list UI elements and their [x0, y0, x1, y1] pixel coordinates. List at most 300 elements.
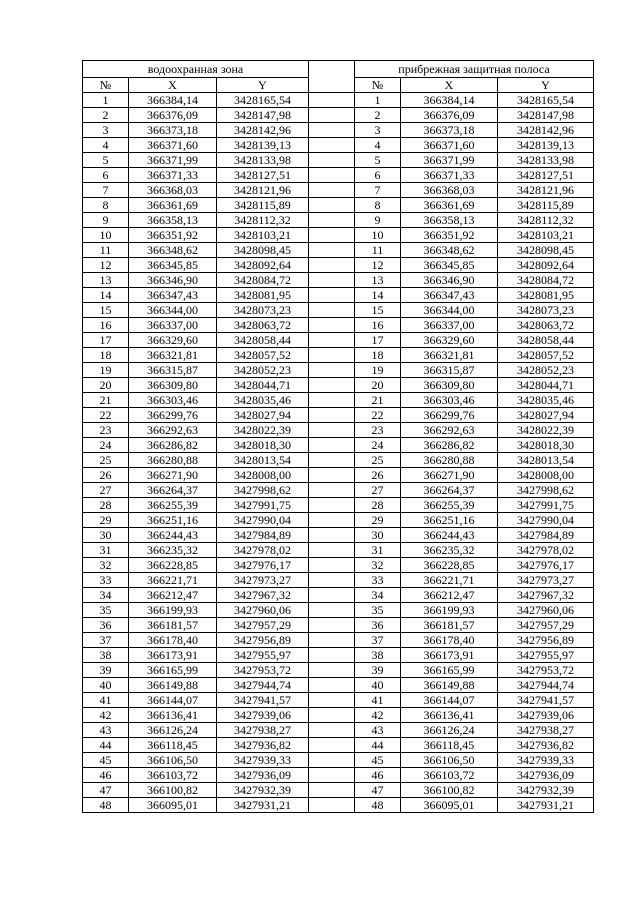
left-point-number: 19	[83, 363, 129, 378]
left-coord-y: 3427941,57	[217, 693, 309, 708]
column-gap	[309, 753, 355, 768]
left-coord-x: 366199,93	[129, 603, 217, 618]
right-point-number: 36	[355, 618, 401, 633]
table-row	[83, 798, 594, 813]
right-coord-y: 3427939,33	[498, 753, 594, 768]
right-coord-y: 3427991,75	[498, 498, 594, 513]
right-point-number: 14	[355, 288, 401, 303]
left-point-number: 44	[83, 738, 129, 753]
right-coord-x: 366348,62	[401, 243, 498, 258]
table-row	[83, 228, 594, 243]
left-coord-x: 366299,76	[129, 408, 217, 423]
left-coord-y: 3428044,71	[217, 378, 309, 393]
right-coord-x: 366136,41	[401, 708, 498, 723]
right-point-number: 32	[355, 558, 401, 573]
left-coord-x: 366235,32	[129, 543, 217, 558]
left-coord-x: 366118,45	[129, 738, 217, 753]
table-row	[83, 243, 594, 258]
right-coord-y: 3427936,09	[498, 768, 594, 783]
table-row	[83, 783, 594, 798]
left-point-number: 17	[83, 333, 129, 348]
table-row	[83, 168, 594, 183]
left-coord-y: 3427939,06	[217, 708, 309, 723]
left-point-number: 37	[83, 633, 129, 648]
right-coord-y: 3427938,27	[498, 723, 594, 738]
left-coord-x: 366173,91	[129, 648, 217, 663]
right-point-number: 6	[355, 168, 401, 183]
column-gap	[309, 663, 355, 678]
right-coord-x: 366280,88	[401, 453, 498, 468]
table-row	[83, 723, 594, 738]
left-coord-x: 366103,72	[129, 768, 217, 783]
left-point-number: 16	[83, 318, 129, 333]
right-coord-y: 3428013,54	[498, 453, 594, 468]
left-point-number: 22	[83, 408, 129, 423]
table-row	[83, 633, 594, 648]
right-table-title: прибрежная защитная полоса	[355, 61, 594, 78]
column-gap	[309, 648, 355, 663]
column-gap	[309, 333, 355, 348]
left-coord-x: 366271,90	[129, 468, 217, 483]
left-coord-y: 3428073,23	[217, 303, 309, 318]
left-coord-x: 366144,07	[129, 693, 217, 708]
right-coord-x: 366315,87	[401, 363, 498, 378]
left-coord-x: 366251,16	[129, 513, 217, 528]
right-coord-x: 366303,46	[401, 393, 498, 408]
column-gap	[309, 393, 355, 408]
left-coord-y: 3427960,06	[217, 603, 309, 618]
column-gap	[309, 693, 355, 708]
left-coord-y: 3427973,27	[217, 573, 309, 588]
right-coord-x: 366344,00	[401, 303, 498, 318]
right-point-number: 26	[355, 468, 401, 483]
column-gap	[309, 678, 355, 693]
table-row	[83, 528, 594, 543]
right-coord-x: 366165,99	[401, 663, 498, 678]
column-gap	[309, 378, 355, 393]
right-coord-x: 366228,85	[401, 558, 498, 573]
table-row	[83, 483, 594, 498]
right-coord-y: 3428121,96	[498, 183, 594, 198]
column-gap	[309, 108, 355, 123]
left-coord-x: 366255,39	[129, 498, 217, 513]
left-point-number: 48	[83, 798, 129, 813]
left-coord-x: 366348,62	[129, 243, 217, 258]
column-gap	[309, 258, 355, 273]
column-gap	[309, 123, 355, 138]
table-row	[83, 348, 594, 363]
left-point-number: 34	[83, 588, 129, 603]
left-coord-y: 3427939,33	[217, 753, 309, 768]
left-coord-x: 366228,85	[129, 558, 217, 573]
left-coord-x: 366264,37	[129, 483, 217, 498]
left-coord-y: 3427932,39	[217, 783, 309, 798]
left-coord-y: 3427936,82	[217, 738, 309, 753]
left-coord-y: 3427998,62	[217, 483, 309, 498]
right-coord-y: 3427967,32	[498, 588, 594, 603]
table-row	[83, 408, 594, 423]
right-point-number: 28	[355, 498, 401, 513]
right-coord-y: 3428084,72	[498, 273, 594, 288]
left-coord-x: 366368,03	[129, 183, 217, 198]
table-row	[83, 198, 594, 213]
table-row	[83, 138, 594, 153]
column-gap	[309, 228, 355, 243]
column-gap	[309, 93, 355, 108]
left-coord-x: 366181,57	[129, 618, 217, 633]
right-coord-y: 3428098,45	[498, 243, 594, 258]
left-coord-y: 3427944,74	[217, 678, 309, 693]
right-coord-x: 366358,13	[401, 213, 498, 228]
left-coord-y: 3428018,30	[217, 438, 309, 453]
right-coord-y: 3428063,72	[498, 318, 594, 333]
left-point-number: 5	[83, 153, 129, 168]
table-row	[83, 423, 594, 438]
left-coord-y: 3427984,89	[217, 528, 309, 543]
left-point-number: 10	[83, 228, 129, 243]
column-gap	[309, 483, 355, 498]
left-point-number: 26	[83, 468, 129, 483]
right-point-number: 39	[355, 663, 401, 678]
left-coord-x: 366321,81	[129, 348, 217, 363]
column-gap	[309, 243, 355, 258]
column-gap	[309, 768, 355, 783]
right-coord-y: 3428044,71	[498, 378, 594, 393]
right-coord-y: 3428092,64	[498, 258, 594, 273]
right-coord-y: 3428139,13	[498, 138, 594, 153]
left-point-number: 27	[83, 483, 129, 498]
table-row	[83, 123, 594, 138]
left-coord-x: 366280,88	[129, 453, 217, 468]
right-point-number: 11	[355, 243, 401, 258]
right-coord-x: 366255,39	[401, 498, 498, 513]
left-coord-y: 3428092,64	[217, 258, 309, 273]
left-point-number: 40	[83, 678, 129, 693]
left-coord-x: 366384,14	[129, 93, 217, 108]
right-coord-x: 366251,16	[401, 513, 498, 528]
table-row	[83, 183, 594, 198]
right-point-number: 22	[355, 408, 401, 423]
right-coord-x: 366361,69	[401, 198, 498, 213]
right-coord-x: 366345,85	[401, 258, 498, 273]
left-coord-x: 366178,40	[129, 633, 217, 648]
left-coord-y: 3428112,32	[217, 213, 309, 228]
left-point-number: 47	[83, 783, 129, 798]
left-coord-y: 3428115,89	[217, 198, 309, 213]
left-point-number: 12	[83, 258, 129, 273]
right-coord-y: 3428112,32	[498, 213, 594, 228]
right-point-number: 34	[355, 588, 401, 603]
right-point-number: 25	[355, 453, 401, 468]
right-coord-x: 366371,99	[401, 153, 498, 168]
column-gap	[309, 198, 355, 213]
column-gap	[309, 708, 355, 723]
right-coord-y: 3428127,51	[498, 168, 594, 183]
left-point-number: 18	[83, 348, 129, 363]
table-row	[83, 693, 594, 708]
column-gap	[309, 303, 355, 318]
right-coord-x: 366149,88	[401, 678, 498, 693]
right-coord-y: 3428081,95	[498, 288, 594, 303]
left-coord-x: 366371,33	[129, 168, 217, 183]
table-row	[83, 453, 594, 468]
right-coord-y: 3427944,74	[498, 678, 594, 693]
table-row	[83, 573, 594, 588]
right-point-number: 30	[355, 528, 401, 543]
right-point-number: 13	[355, 273, 401, 288]
left-coord-y: 3428035,46	[217, 393, 309, 408]
left-coord-y: 3428165,54	[217, 93, 309, 108]
column-gap	[309, 798, 355, 813]
left-coord-y: 3428139,13	[217, 138, 309, 153]
right-coord-x: 366118,45	[401, 738, 498, 753]
right-coord-y: 3427941,57	[498, 693, 594, 708]
right-point-number: 4	[355, 138, 401, 153]
right-point-number: 10	[355, 228, 401, 243]
left-coord-x: 366315,87	[129, 363, 217, 378]
column-gap	[309, 513, 355, 528]
left-coord-y: 3428022,39	[217, 423, 309, 438]
left-coord-x: 366376,09	[129, 108, 217, 123]
right-point-number: 2	[355, 108, 401, 123]
right-point-number: 41	[355, 693, 401, 708]
table-row	[83, 288, 594, 303]
left-point-number: 46	[83, 768, 129, 783]
left-point-number: 31	[83, 543, 129, 558]
left-point-number: 45	[83, 753, 129, 768]
right-point-number: 37	[355, 633, 401, 648]
table-row	[83, 303, 594, 318]
right-coord-x: 366106,50	[401, 753, 498, 768]
right-point-number: 27	[355, 483, 401, 498]
right-coord-y: 3427978,02	[498, 543, 594, 558]
right-coord-y: 3427956,89	[498, 633, 594, 648]
left-coord-x: 366373,18	[129, 123, 217, 138]
right-coord-x: 366321,81	[401, 348, 498, 363]
table-row	[83, 513, 594, 528]
column-gap	[309, 61, 355, 93]
right-coord-x: 366373,18	[401, 123, 498, 138]
left-coord-y: 3428084,72	[217, 273, 309, 288]
right-point-number: 20	[355, 378, 401, 393]
right-header-x: X	[401, 78, 498, 93]
left-coord-y: 3427991,75	[217, 498, 309, 513]
table-row	[83, 108, 594, 123]
table-row	[83, 738, 594, 753]
right-coord-y: 3427939,06	[498, 708, 594, 723]
column-gap	[309, 318, 355, 333]
right-coord-y: 3427998,62	[498, 483, 594, 498]
left-coord-y: 3427957,29	[217, 618, 309, 633]
left-point-number: 30	[83, 528, 129, 543]
column-gap	[309, 468, 355, 483]
left-header-x: X	[129, 78, 217, 93]
table-row	[83, 153, 594, 168]
left-coord-x: 366212,47	[129, 588, 217, 603]
right-point-number: 21	[355, 393, 401, 408]
right-coord-x: 366346,90	[401, 273, 498, 288]
right-coord-x: 366212,47	[401, 588, 498, 603]
column-gap	[309, 273, 355, 288]
right-point-number: 43	[355, 723, 401, 738]
right-coord-y: 3427953,72	[498, 663, 594, 678]
left-coord-x: 366351,92	[129, 228, 217, 243]
column-gap	[309, 543, 355, 558]
left-coord-x: 366221,71	[129, 573, 217, 588]
left-coord-y: 3427938,27	[217, 723, 309, 738]
left-point-number: 21	[83, 393, 129, 408]
left-coord-y: 3428098,45	[217, 243, 309, 258]
column-gap	[309, 558, 355, 573]
right-point-number: 38	[355, 648, 401, 663]
left-point-number: 2	[83, 108, 129, 123]
left-coord-x: 366126,24	[129, 723, 217, 738]
table-row	[83, 588, 594, 603]
right-point-number: 35	[355, 603, 401, 618]
left-coord-x: 366344,00	[129, 303, 217, 318]
left-coord-x: 366244,43	[129, 528, 217, 543]
right-coord-y: 3428008,00	[498, 468, 594, 483]
left-coord-x: 366361,69	[129, 198, 217, 213]
left-coord-y: 3428058,44	[217, 333, 309, 348]
left-point-number: 43	[83, 723, 129, 738]
right-point-number: 40	[355, 678, 401, 693]
right-coord-x: 366384,14	[401, 93, 498, 108]
right-coord-x: 366309,80	[401, 378, 498, 393]
column-gap	[309, 168, 355, 183]
column-gap	[309, 528, 355, 543]
right-point-number: 45	[355, 753, 401, 768]
right-point-number: 31	[355, 543, 401, 558]
column-gap	[309, 588, 355, 603]
right-coord-x: 366221,71	[401, 573, 498, 588]
left-point-number: 35	[83, 603, 129, 618]
right-coord-y: 3427984,89	[498, 528, 594, 543]
left-point-number: 39	[83, 663, 129, 678]
left-coord-x: 366371,99	[129, 153, 217, 168]
left-coord-y: 3428063,72	[217, 318, 309, 333]
right-point-number: 17	[355, 333, 401, 348]
right-coord-x: 366095,01	[401, 798, 498, 813]
right-coord-y: 3428057,52	[498, 348, 594, 363]
left-coord-y: 3427956,89	[217, 633, 309, 648]
table-row	[83, 333, 594, 348]
left-point-number: 23	[83, 423, 129, 438]
right-coord-y: 3428027,94	[498, 408, 594, 423]
left-point-number: 33	[83, 573, 129, 588]
right-point-number: 15	[355, 303, 401, 318]
column-gap	[309, 603, 355, 618]
table-row	[83, 603, 594, 618]
right-coord-x: 366264,37	[401, 483, 498, 498]
left-coord-y: 3428133,98	[217, 153, 309, 168]
column-gap	[309, 183, 355, 198]
right-coord-y: 3428133,98	[498, 153, 594, 168]
column-gap	[309, 723, 355, 738]
right-coord-y: 3428147,98	[498, 108, 594, 123]
right-coord-x: 366173,91	[401, 648, 498, 663]
table-row	[83, 438, 594, 453]
column-gap	[309, 783, 355, 798]
left-coord-x: 366136,41	[129, 708, 217, 723]
table-row	[83, 558, 594, 573]
right-coord-y: 3428115,89	[498, 198, 594, 213]
right-coord-x: 366292,63	[401, 423, 498, 438]
column-gap	[309, 423, 355, 438]
left-coord-x: 366347,43	[129, 288, 217, 303]
left-coord-y: 3427931,21	[217, 798, 309, 813]
table-row	[83, 258, 594, 273]
left-point-number: 13	[83, 273, 129, 288]
column-gap	[309, 288, 355, 303]
right-point-number: 33	[355, 573, 401, 588]
right-coord-y: 3428035,46	[498, 393, 594, 408]
left-table-title: водоохранная зона	[83, 61, 309, 78]
right-coord-x: 366329,60	[401, 333, 498, 348]
right-point-number: 19	[355, 363, 401, 378]
left-coord-y: 3428081,95	[217, 288, 309, 303]
left-coord-x: 366329,60	[129, 333, 217, 348]
left-coord-y: 3428052,23	[217, 363, 309, 378]
table-row	[83, 273, 594, 288]
right-point-number: 12	[355, 258, 401, 273]
right-point-number: 7	[355, 183, 401, 198]
right-coord-x: 366299,76	[401, 408, 498, 423]
left-coord-y: 3428121,96	[217, 183, 309, 198]
left-coord-x: 366149,88	[129, 678, 217, 693]
right-coord-x: 366126,24	[401, 723, 498, 738]
left-coord-x: 366106,50	[129, 753, 217, 768]
left-point-number: 15	[83, 303, 129, 318]
left-coord-x: 366337,00	[129, 318, 217, 333]
column-gap	[309, 213, 355, 228]
column-gap	[309, 348, 355, 363]
right-header-number: №	[355, 78, 401, 93]
table-row	[83, 498, 594, 513]
right-point-number: 48	[355, 798, 401, 813]
right-point-number: 42	[355, 708, 401, 723]
table-row	[83, 318, 594, 333]
left-point-number: 7	[83, 183, 129, 198]
left-coord-y: 3427978,02	[217, 543, 309, 558]
left-point-number: 42	[83, 708, 129, 723]
left-coord-y: 3427967,32	[217, 588, 309, 603]
left-point-number: 20	[83, 378, 129, 393]
right-coord-x: 366347,43	[401, 288, 498, 303]
left-coord-y: 3428103,21	[217, 228, 309, 243]
right-coord-y: 3427955,97	[498, 648, 594, 663]
left-point-number: 8	[83, 198, 129, 213]
left-header-number: №	[83, 78, 129, 93]
column-gap	[309, 498, 355, 513]
right-point-number: 46	[355, 768, 401, 783]
right-coord-y: 3428058,44	[498, 333, 594, 348]
left-coord-y: 3428142,96	[217, 123, 309, 138]
left-coord-x: 366371,60	[129, 138, 217, 153]
table-row	[83, 768, 594, 783]
right-point-number: 24	[355, 438, 401, 453]
left-point-number: 14	[83, 288, 129, 303]
right-coord-y: 3427932,39	[498, 783, 594, 798]
right-coord-y: 3428103,21	[498, 228, 594, 243]
right-point-number: 23	[355, 423, 401, 438]
right-coord-y: 3427931,21	[498, 798, 594, 813]
table-title-row	[83, 61, 594, 78]
right-coord-x: 366235,32	[401, 543, 498, 558]
left-coord-x: 366165,99	[129, 663, 217, 678]
left-coord-x: 366358,13	[129, 213, 217, 228]
column-gap	[309, 153, 355, 168]
